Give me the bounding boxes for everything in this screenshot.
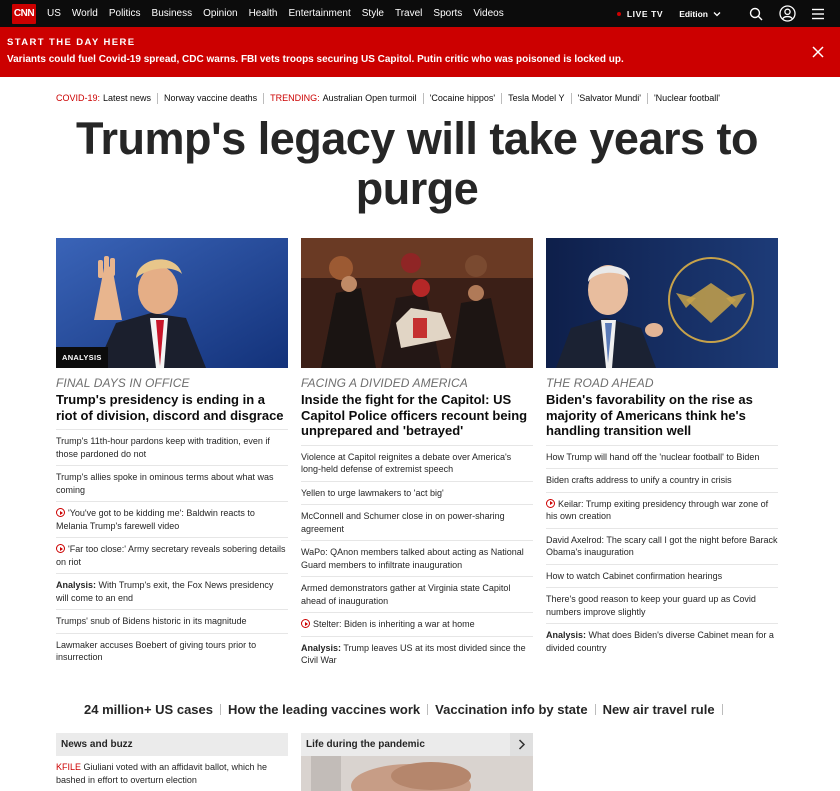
story-link[interactable]: Analysis: With Trump's exit, the Fox News presidency will come to an end xyxy=(56,574,288,610)
nav-link-travel[interactable]: Travel xyxy=(394,8,423,19)
edition-dropdown[interactable] xyxy=(679,9,721,19)
story-link[interactable]: 'You've got to be kidding me': Baldwin reacts to Melania Trump's farewell video xyxy=(56,502,288,538)
story-column-2 xyxy=(301,238,533,672)
story-link[interactable]: Trumps' snub of Bidens historic in its magnitude xyxy=(56,610,288,634)
chevron-right-icon[interactable] xyxy=(510,733,533,756)
quick-link[interactable]: Vaccination info by state xyxy=(435,702,588,717)
story-link[interactable]: 'Far too close:' Army secretary reveals sobering details on riot xyxy=(56,538,288,574)
top-nav xyxy=(0,0,840,27)
story-link[interactable]: Stelter: Biden is inheriting a war at home xyxy=(301,613,533,637)
nav-link-health[interactable]: Health xyxy=(248,8,278,19)
capitol-photo-image xyxy=(301,238,533,368)
section-title: News and buzz xyxy=(61,739,133,750)
breaking-banner xyxy=(0,27,840,77)
trending-label: TRENDING: xyxy=(270,93,320,103)
quick-link[interactable]: New air travel rule xyxy=(602,702,715,717)
nav-right xyxy=(617,0,828,27)
story-link[interactable]: Violence at Capitol reignites a debate over America's long-held defense of extremist speech xyxy=(301,446,533,482)
story-link[interactable]: Trump's allies spoke in ominous terms about what was coming xyxy=(56,466,288,502)
main-headline[interactable]: Trump's legacy will take years to purge xyxy=(75,113,758,214)
divider xyxy=(722,704,723,715)
story-link[interactable]: How Trump will hand off the 'nuclear football' to Biden xyxy=(546,446,778,470)
story-link[interactable]: Armed demonstrators gather at Virginia state Capitol ahead of inauguration xyxy=(301,577,533,613)
story-link[interactable]: Yellen to urge lawmakers to 'act big' xyxy=(301,482,533,506)
play-video-icon xyxy=(546,499,555,508)
story-lead-headline[interactable]: Biden's favorability on the rise as majority of Americans think he's handling transition well xyxy=(546,392,778,446)
edition-label: Edition xyxy=(679,8,708,19)
story-photo-biden[interactable] xyxy=(546,238,778,368)
nav-link-business[interactable]: Business xyxy=(151,8,193,19)
story-kicker: THE ROAD AHEAD xyxy=(546,376,654,390)
story-link[interactable]: Analysis: Trump leaves US at its most divided since the Civil War xyxy=(301,642,526,665)
story-link[interactable]: Analysis: What does Biden's diverse Cabinet mean for a divided country xyxy=(546,630,774,653)
play-video-icon xyxy=(56,508,65,517)
story-kicker: FINAL DAYS IN OFFICE xyxy=(56,376,190,390)
section-header xyxy=(56,733,288,756)
nav-link-politics[interactable]: Politics xyxy=(108,8,141,19)
trending-link[interactable]: Norway vaccine deaths xyxy=(164,93,258,103)
section-header xyxy=(301,733,533,756)
trending-link[interactable]: 'Salvator Mundi' xyxy=(577,93,641,103)
banner-headline[interactable]: Variants could fuel Covid-19 spread, CDC warns. FBI vets troops securing US Capitol. Putin critic who was poisoned is locked up. xyxy=(7,54,624,65)
story-link[interactable]: McConnell and Schumer close in on power-sharing agreement xyxy=(301,505,533,541)
divider xyxy=(220,704,221,715)
divider xyxy=(595,704,596,715)
story-link[interactable]: David Axelrod: The scary call I got the night before Barack Obama's inauguration xyxy=(546,529,778,565)
story-kicker: FACING A DIVIDED AMERICA xyxy=(301,376,468,390)
covid-label: COVID-19: xyxy=(56,93,101,103)
story-links xyxy=(546,446,778,660)
story-link[interactable]: Biden crafts address to unify a country in crisis xyxy=(546,469,778,493)
divider xyxy=(571,93,572,104)
analysis-badge: ANALYSIS xyxy=(56,347,108,368)
story-column-1 xyxy=(56,238,288,669)
chevron-down-icon xyxy=(713,11,721,17)
play-video-icon xyxy=(56,544,65,553)
story-lead-headline[interactable]: Trump's presidency is ending in a riot of division, discord and disgrace xyxy=(56,392,288,430)
close-icon[interactable] xyxy=(812,46,824,58)
story-photo-capitol[interactable] xyxy=(301,238,533,368)
play-video-icon xyxy=(301,619,310,628)
story-photo-trump[interactable] xyxy=(56,238,288,368)
biden-photo-image xyxy=(546,238,778,368)
divider xyxy=(157,93,158,104)
divider xyxy=(647,93,648,104)
divider xyxy=(427,704,428,715)
story-links xyxy=(56,430,288,669)
nav-link-entertainment[interactable]: Entertainment xyxy=(288,8,351,19)
live-tv-link[interactable] xyxy=(617,9,663,19)
live-dot-icon xyxy=(617,12,621,16)
account-icon[interactable] xyxy=(777,4,797,24)
pandemic-photo-image[interactable] xyxy=(301,756,533,791)
section-story[interactable] xyxy=(56,756,288,786)
story-link[interactable]: Lawmaker accuses Boebert of giving tours prior to insurrection xyxy=(56,639,257,662)
quick-links-bar xyxy=(84,702,730,717)
story-link[interactable]: How to watch Cabinet confirmation hearings xyxy=(546,565,778,589)
nav-link-sports[interactable]: Sports xyxy=(433,8,463,19)
kfile-tag: KFILE xyxy=(56,762,82,772)
trending-link[interactable]: Latest news xyxy=(103,93,152,103)
trending-link[interactable]: 'Cocaine hippos' xyxy=(429,93,496,103)
nav-links xyxy=(47,8,515,19)
story-lead-headline[interactable]: Inside the fight for the Capitol: US Capitol Police officers recount being unprepared and 'betrayed' xyxy=(301,392,533,446)
section-title: Life during the pandemic xyxy=(306,739,425,750)
nav-link-world[interactable]: World xyxy=(71,8,98,19)
banner-kicker: START THE DAY HERE xyxy=(7,37,136,48)
search-icon[interactable] xyxy=(746,4,766,24)
story-link[interactable]: Keilar: Trump exiting presidency through war zone of his own creation xyxy=(546,493,778,529)
cnn-logo[interactable]: CNN xyxy=(12,4,36,24)
story-link[interactable]: Trump's 11th-hour pardons keep with tradition, even if those pardoned do not xyxy=(56,430,288,466)
story-links xyxy=(301,446,533,672)
nav-link-videos[interactable]: Videos xyxy=(473,8,504,19)
trending-link[interactable]: Tesla Model Y xyxy=(508,93,565,103)
pandemic-section xyxy=(301,733,533,791)
story-link[interactable]: WaPo: QAnon members talked about acting as National Guard members to infiltrate inauguration xyxy=(301,541,533,577)
live-tv-label: LIVE TV xyxy=(626,8,664,19)
nav-link-opinion[interactable]: Opinion xyxy=(203,8,238,19)
divider xyxy=(501,93,502,104)
story-link[interactable]: There's good reason to keep your guard up as Covid numbers improve slightly xyxy=(546,588,778,624)
trending-link[interactable]: Australian Open turmoil xyxy=(322,93,417,103)
news-and-buzz-section xyxy=(56,733,288,786)
quick-link[interactable]: 24 million+ US cases xyxy=(84,702,213,717)
nav-link-us[interactable]: US xyxy=(47,8,61,19)
trending-bar xyxy=(56,92,786,104)
section-story-text: Giuliani voted with an affidavit ballot, which he bashed in effort to overturn election xyxy=(56,762,267,785)
divider xyxy=(263,93,264,104)
menu-icon[interactable] xyxy=(808,4,828,24)
nav-link-style[interactable]: Style xyxy=(361,8,384,19)
story-column-3 xyxy=(546,238,778,659)
trending-link[interactable]: 'Nuclear football' xyxy=(653,93,720,103)
quick-link[interactable]: How the leading vaccines work xyxy=(227,702,421,717)
divider xyxy=(423,93,424,104)
